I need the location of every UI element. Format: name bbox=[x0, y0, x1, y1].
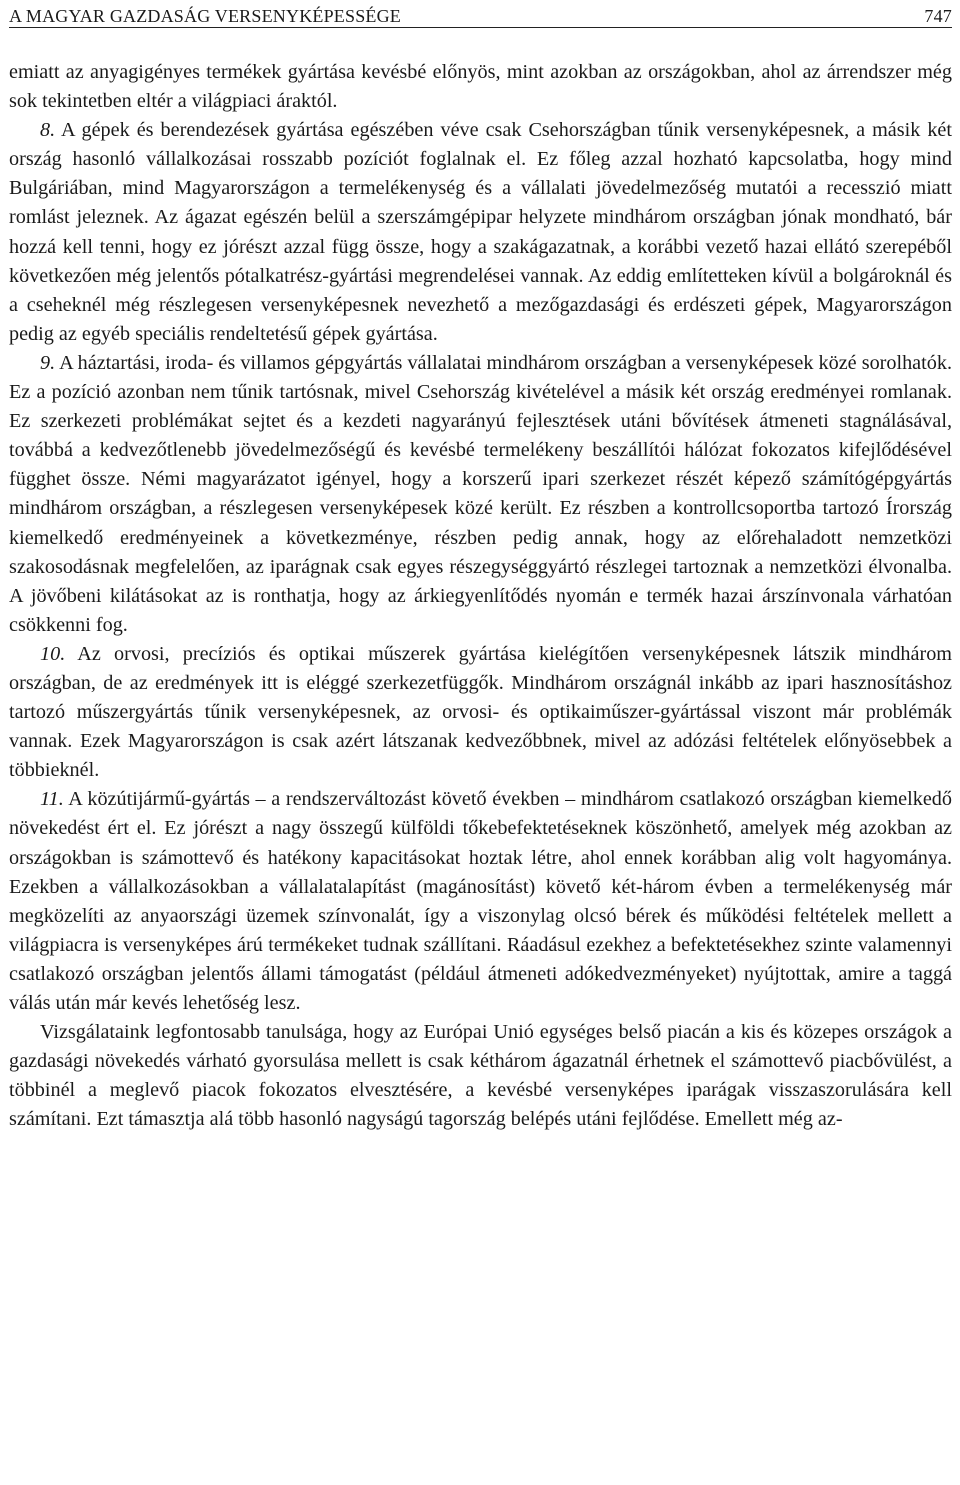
running-header bbox=[9, 0, 952, 28]
section-number: 8. bbox=[40, 119, 56, 142]
paragraph bbox=[9, 116, 952, 349]
paragraph bbox=[9, 785, 952, 1018]
section-number: 9. bbox=[40, 351, 56, 374]
page bbox=[9, 0, 952, 1134]
paragraph bbox=[9, 640, 952, 785]
section-number: 10. bbox=[40, 642, 66, 665]
paragraph-text: Az orvosi, precíziós és optikai műszerek gyártása kielégítően versenyképesnek látszik mindhárom országban, de az eredmények itt is eléggé szerkezetfüggők. Mindhárom országnál inkább az ipari hasznosításhoz tartozó műszergyártás tűnik versenyképesnek, az orvosi- és optikaiműszer-gyártással viszont már problémák vannak. Ezek Magyarországon is csak azért látszanak kedvezőbbnek, mivel az adózási feltételek előnyösebbek a többieknél. bbox=[9, 642, 952, 782]
paragraph-text: emiatt az anyagigényes termékek gyártása kevésbé előnyös, mint azokban az országokban, ahol az árrendszer még sok tekintetben eltér a világpiaci áraktól. bbox=[9, 61, 952, 113]
paragraph bbox=[9, 1018, 952, 1134]
paragraph bbox=[9, 58, 952, 116]
page-number: 747 bbox=[924, 6, 952, 26]
body-text bbox=[9, 58, 952, 1134]
paragraph-text: Vizsgálataink legfontosabb tanulsága, hogy az Európai Unió egységes belső piacán a kis és közepes országok a gazdasági növekedés várható gyorsulása mellett is csak kéthárom ágazatnál érhetnek el számottevő piacbővülést, a többinél a meglevő piacok fokozatos elvesztésére, a kevésbé versenyképes iparágak visszaszorulására kell számítani. Ezt támasztja alá több hasonló nagyságú tagország belépés utáni fejlődése. Emellett még az- bbox=[9, 1021, 952, 1131]
paragraph-text: A háztartási, iroda- és villamos gépgyártás vállalatai mindhárom országban a versenyképesek közé sorolhatók. Ez a pozíció azonban nem tűnik tartósnak, mivel Csehország kivételével a másik két ország eredményei romlanak. Ez szerkezeti problémákat sejtet és a kezdeti nagyarányú fejlesztések utáni bővítések átmeneti stagnálásával, továbbá a kedvezőtlenebb jövedelmezőségű és kevésbé termelékeny beszállítói hálózat fokozatos kifejlődésével függhet össze. Némi magyarázatot igényel, hogy a korszerű ipari szerkezet részét képező számítógépgyártás mindhárom országban, a részlegesen versenyképesek közé került. Ez részben a kontrollcsoportba tartozó Írország kiemelkedő eredményeinek a következménye, részben pedig annak, hogy az előrehaladott nemzetközi szakosodásnak megfelelően, az iparágnak csak egyes részegységgyártó részlegei tartoznak a nemzetközi élvonalba. A jövőbeni kilátásokat az is ronthatja, hogy az árkiegyenlítődés nyomán e termék hazai árszínvonala várhatóan csökkenni fog. bbox=[9, 351, 952, 636]
running-title: A MAGYAR GAZDASÁG VERSENYKÉPESSÉGE bbox=[9, 6, 402, 26]
section-number: 11. bbox=[40, 788, 64, 811]
paragraph-text: A gépek és berendezések gyártása egészében véve csak Csehországban tűnik versenyképesnek, a másik két ország hasonló vállalkozásai rosszabb pozíciót foglalnak el. Ez főleg azzal hozható kapcsolatba, hogy mind Bulgáriában, mind Magyarországon a termelékenység és a vállalati jövedelmezőség mutatói a recesszió miatt romlást jeleznek. Az ágazat egészén belül a szerszámgépipar helyzete mindhárom országban jónak mondható, bár hozzá kell tenni, hogy ez jórészt azzal függ össze, hogy a szakágazatnak, a korábbi vezető hazai ellátó szerepéből következően még jelentős pótalkatrész-gyártási megrendelései vannak. Az eddig említetteken kívül a bolgároknál és a cseheknél még részlegesen versenyképesnek nevezhető a mezőgazdasági és erdészeti gépek, Magyarországon pedig az egyéb speciális rendeltetésű gépek gyártása. bbox=[9, 119, 952, 345]
paragraph-text: A közútijármű-gyártás – a rendszerváltozást követő években – mindhárom csatlakozó országban kiemelkedő növekedést ért el. Ez jórészt a nagy összegű külföldi tőkebefektetéseknek köszönhető, amelyek még azokban az országokban is számottevő és hatékony kapacitásokat hoztak létre, ahol ennek korábban alig volt hagyománya. Ezekben a vállalkozásokban a vállalatalapítást (magánosítást) követő két-három évben a termelékenység már megközelíti az anyaországi üzemek színvonalát, így a viszonylag olcsó bérek és működési feltételek mellett a világpiacra is versenyképes árú termékeket tudnak szállítani. Ráadásul ezekhez a befektetésekhez szinte valamennyi csatlakozó országban jelentős állami támogatást (például átmeneti adókedvezményeket) nyújtottak, amire a taggá válás után már kevés lehetőség lesz. bbox=[9, 788, 952, 1014]
paragraph bbox=[9, 349, 952, 640]
